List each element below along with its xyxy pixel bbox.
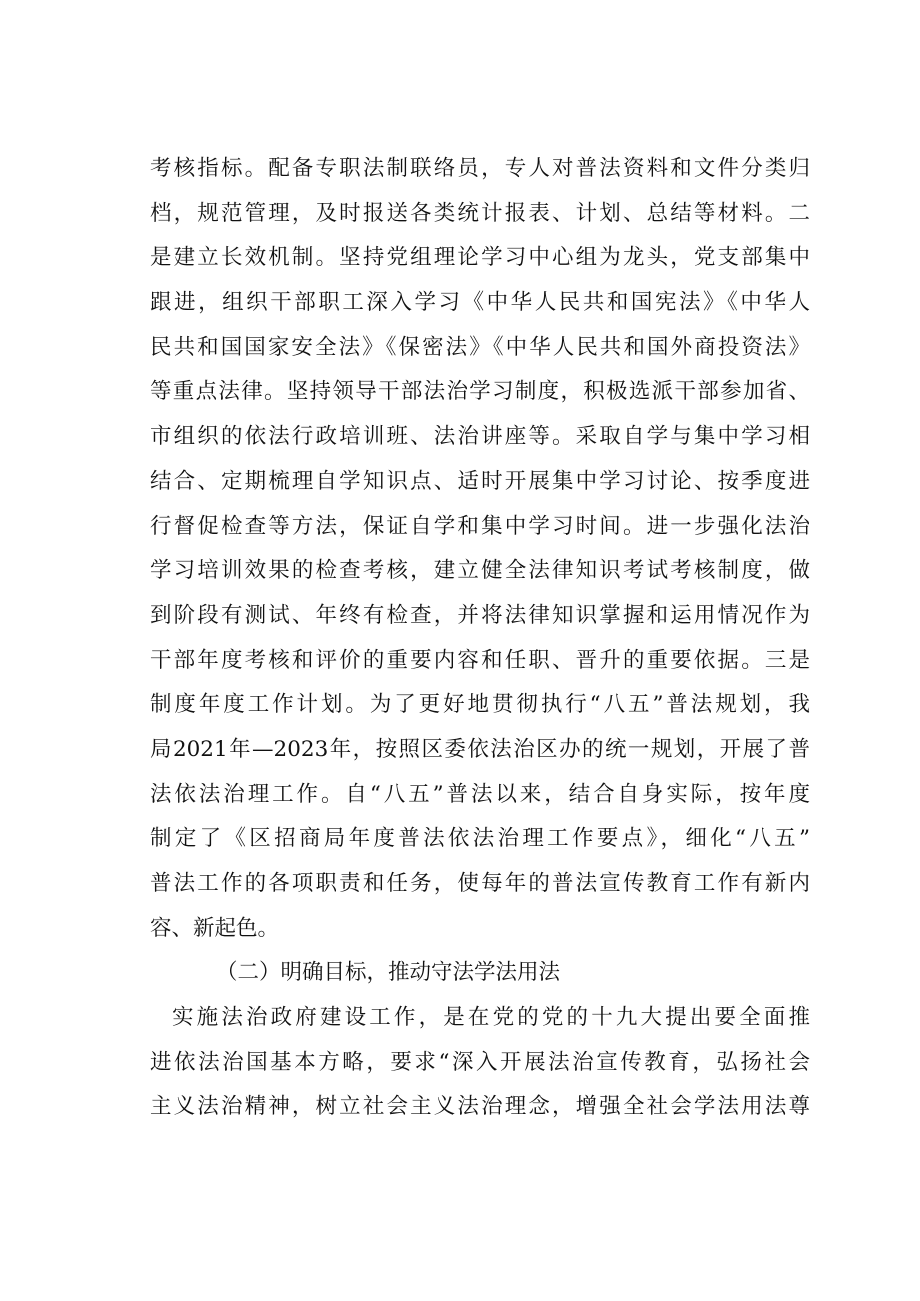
text-line: 制定了《区招商局年度普法依法治理工作要点》，细化“八五” [150,826,810,852]
text-line: 制度年度工作计划。为了更好地贯彻执行“八五”普法规划，我 [150,692,810,718]
text-line: 档，规范管理，及时报送各类统计报表、计划、总结等材料。二 [150,200,810,226]
text-line: 考核指标。配备专职法制联络员，专人对普法资料和文件分类归 [150,156,810,181]
text-line: 容、新起色。 [150,915,280,941]
paragraph-2 [150,996,810,1130]
text-line: 结合、定期梳理自学知识点、适时开展集中学习讨论、按季度进 [150,468,810,494]
text-line: 是建立长效机制。坚持党组理论学习中心组为龙头，党支部集中 [150,245,810,271]
text-line: 民共和国国家安全法》《保密法》《中华人民共和国外商投资法》 [150,334,810,360]
document-body [150,147,810,1130]
text-line: 干部年度考核和评价的重要内容和任职、晋升的重要依据。三是 [150,647,810,673]
text-line: 普法工作的各项职责和任务，使每年的普法宣传教育工作有新内 [150,871,810,896]
text-line: 局2021年—2023年，按照区委依法治区办的统一规划，开展了普 [150,736,810,762]
text-line: 等重点法律。坚持领导干部法治学习制度，积极选派干部参加省、 [150,379,810,405]
text-line: 跟进，组织干部职工深入学习《中华人民共和国宪法》《中华人 [150,290,810,316]
text-line: 学习培训效果的检查考核，建立健全法律知识考试考核制度，做 [150,558,810,584]
text-line: 法依法治理工作。自“八五”普法以来，结合自身实际，按年度 [150,781,810,807]
text-line: 主义法治精神，树立社会主义法治理念，增强全社会学法用法尊 [150,1094,810,1120]
text-line: 市组织的依法行政培训班、法治讲座等。采取自学与集中学习相 [150,424,810,450]
text-line: 行督促检查等方法，保证自学和集中学习时间。进一步强化法治 [150,513,810,539]
section-heading: （二）明确目标，推动守法学法用法 [216,960,561,986]
text-line: 进依法治国基本方略，要求“深入开展法治宣传教育，弘扬社会 [150,1049,810,1075]
paragraph-1 [150,147,810,951]
text-line: 实施法治政府建设工作，是在党的党的十九大提出要全面推 [172,1005,810,1031]
text-line: 到阶段有测试、年终有检查，并将法律知识掌握和运用情况作为 [150,602,810,628]
